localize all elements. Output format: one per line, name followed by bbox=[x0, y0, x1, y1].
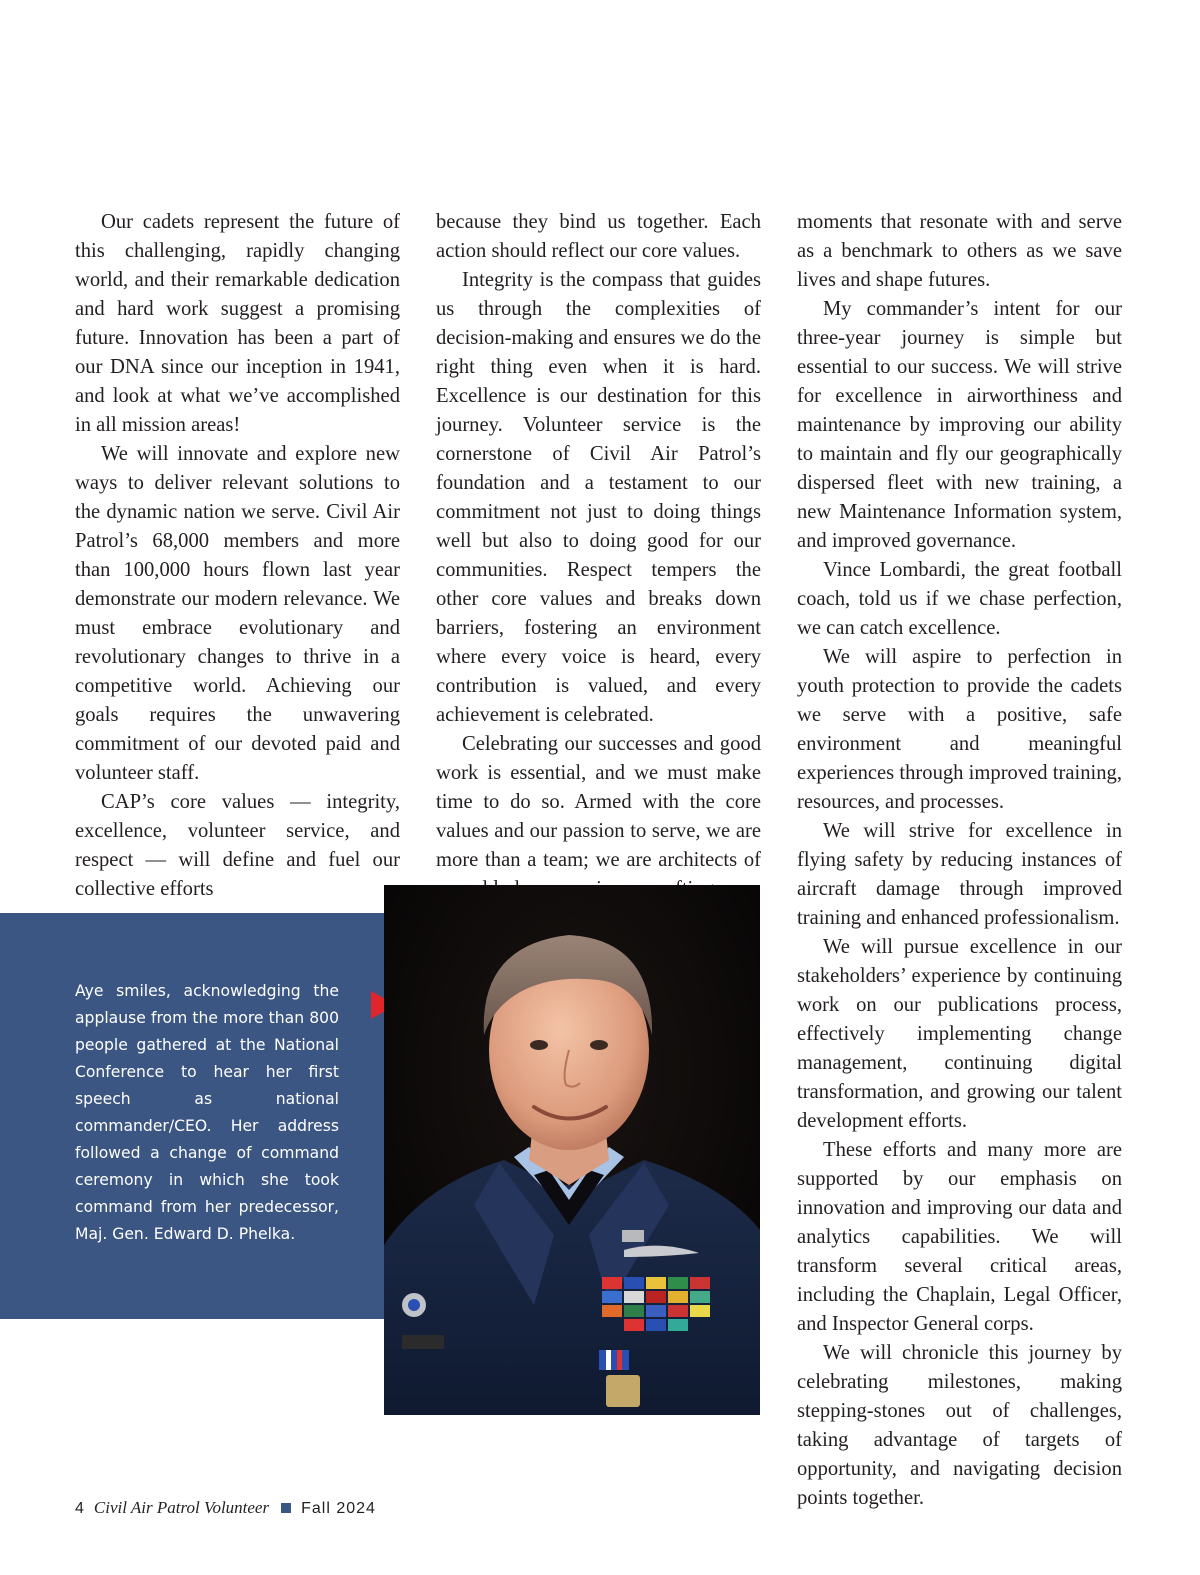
paragraph: moments that resonate with and serve as a benchmark to others as we save lives and shape futures. bbox=[797, 211, 1122, 291]
paragraph: We will chronicle this journey by celebrating milestones, making stepping-stones out of challenges, taking advantage of targets of opportunity, and navigating decision points together. bbox=[797, 1342, 1122, 1509]
paragraph: Vince Lombardi, the great football coach, told us if we chase perfection, we can catch excellence. bbox=[797, 559, 1122, 639]
page-number: 4 bbox=[75, 1500, 84, 1517]
page-footer bbox=[75, 1496, 376, 1520]
portrait-photo bbox=[384, 885, 760, 1415]
paragraph: Integrity is the compass that guides us through the complexities of decision-making and ensures we do the right thing even when it is hard. Excellence is our destination for this journey. Volunteer service is the cornerstone of Civil Air Patrol’s foundation and a testament to our commitment not just to doing things well but also to doing good for our communities. Respect tempers the other core values and breaks down barriers, fostering an environment where every voice is heard, every contribution is valued, and every achievement is celebrated. bbox=[436, 269, 761, 726]
paragraph: We will aspire to perfection in youth protection to provide the cadets we serve with a positive, safe environment and meaningful experiences through improved training, resources, and processes. bbox=[797, 646, 1122, 813]
text-column-2 bbox=[436, 208, 761, 904]
paragraph: My commander’s intent for our three-year journey is simple but essential to our success. We will strive for excellence in airworthiness and maintenance by improving our ability to maintain and fly our geographically dispersed fleet with new training, a new Maintenance Information system, and improved governance. bbox=[797, 298, 1122, 552]
paragraph: We will strive for excellence in flying safety by reducing instances of aircraft damage through improved training and enhanced professionalism. bbox=[797, 820, 1122, 929]
photo-caption: Aye smiles, acknowledging the applause from the more than 800 people gathered at the National Conference to hear her first speech as national commander/CEO. Her address followed a change of command ceremony in which she took command from her predecessor, Maj. Gen. Edward D. Phelka. bbox=[75, 982, 339, 1243]
paragraph: CAP’s core values — integrity, excellence, volunteer service, and respect — will define and fuel our collective efforts bbox=[75, 791, 400, 900]
paragraph: We will pursue excellence in our stakeholders’ experience by continuing work on our publications process, effectively implementing change management, continuing digital transformation, and growing our talent development efforts. bbox=[797, 936, 1122, 1132]
paragraph: Our cadets represent the future of this challenging, rapidly changing world, and their remarkable dedication and hard work suggest a promising future. Innovation has been a part of our DNA since our inception in 1941, and look at what we’ve accomplished in all mission areas! bbox=[75, 211, 400, 436]
text-column-3 bbox=[797, 208, 1122, 1513]
paragraph: because they bind us together. Each action should reflect our core values. bbox=[436, 211, 761, 262]
square-bullet-icon bbox=[281, 1503, 291, 1513]
magazine-title: Civil Air Patrol Volunteer bbox=[93, 1498, 270, 1517]
text-column-1 bbox=[75, 208, 400, 904]
paragraph: These efforts and many more are supported by our emphasis on innovation and improving our data and analytics capabilities. We will transform several critical areas, including the Chaplain, Legal Officer, and Inspector General corps. bbox=[797, 1139, 1122, 1335]
paragraph: Celebrating our successes and good work is essential, and we must make time to do so. Armed with the core values and our passion to serve, we are more than a team; we are architects of bbox=[436, 733, 761, 871]
paragraph: We will innovate and explore new ways to deliver relevant solutions to the dynamic nation we serve. Civil Air Patrol’s 68,000 members and more than 100,000 hours flown last year demonstrate our modern relevance. We must embrace evolutionary and revolutionary changes to thrive in a competitive world. Achieving our goals requires the unwavering commitment of our devoted paid and volunteer staff. bbox=[75, 443, 400, 784]
issue-season: Fall 2024 bbox=[301, 1500, 376, 1517]
